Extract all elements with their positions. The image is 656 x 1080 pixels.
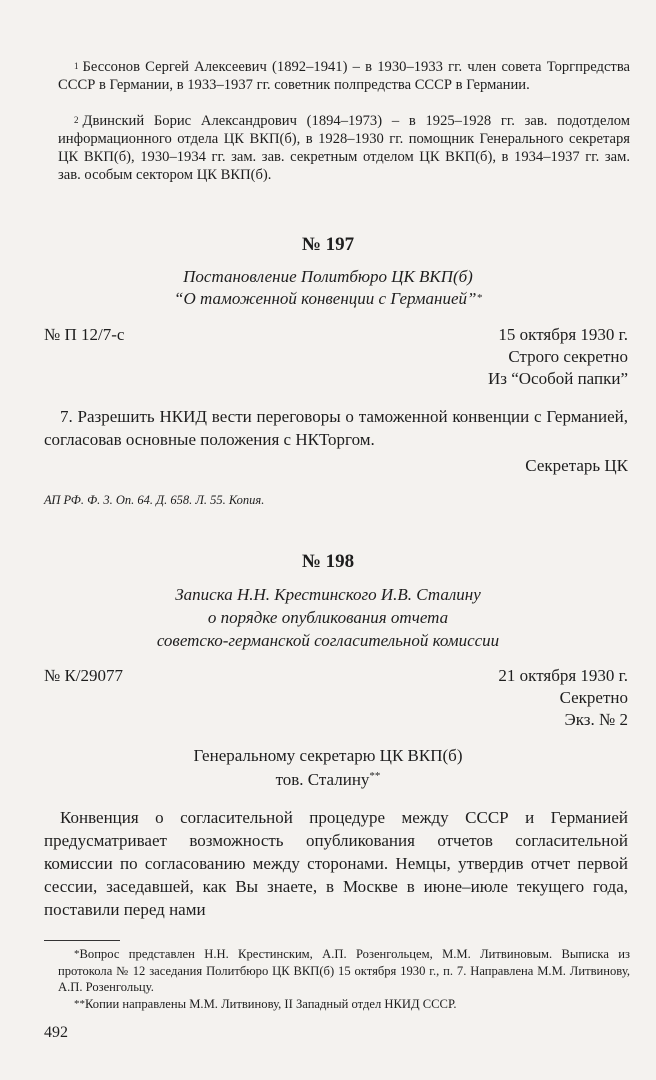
- doc-197-number: № 197: [301, 234, 355, 255]
- footnote-text: Копии направлены М.М. Литвинову, II Западный отдел НКИД СССР.: [85, 997, 457, 1011]
- footnote-double-star: [58, 996, 630, 1013]
- footnote-ref: **: [369, 770, 381, 782]
- doc-198-text: Конвенция о согласительной процедуре между СССР и Германией предусматривает возможность опубликования отчетов согласительной комиссии по согласованию между сторонами. Немцы, утвердив отчет первой сессии, заседавшей, как Вы знаете, в Москве в июне–июле текущего года, поставили перед нами: [44, 808, 628, 919]
- footnote-mark: **: [74, 998, 85, 1010]
- doc-197-title-text: “О таможенной конвенции с Германией”: [174, 289, 477, 308]
- footnote-2: [58, 112, 630, 184]
- footnote-1: [58, 58, 630, 94]
- doc-198-reg-number: № К/29077: [44, 666, 124, 685]
- doc-197-source: АП РФ. Ф. 3. Оп. 64. Д. 658. Л. 55. Копия.: [44, 493, 265, 507]
- doc-198-addressee-text: тов. Сталину: [275, 770, 370, 789]
- doc-198-secrecy: Секретно: [559, 688, 628, 707]
- doc-198-date: 21 октября 1930 г.: [498, 666, 628, 685]
- doc-198-number: № 198: [301, 551, 355, 572]
- footnote-divider: [44, 940, 120, 941]
- doc-198-copy: Экз. № 2: [564, 710, 628, 729]
- doc-198-addressee-line2: [0, 770, 656, 790]
- footnote-mark: *: [74, 948, 80, 960]
- footnote-text: Двинский Борис Александрович (1894–1973) – в 1925–1928 гг. зав. подотделом информационного отдела ЦК ВКП(б), в 1928–1930 гг. помощник Генерального секретаря ЦК ВКП(б), 1930–1934 гг. зам. зав. секретным отделом ЦК ВКП(б), в 1934–1937 гг. зам. зав. особым сектором ЦК ВКП(б).: [58, 113, 630, 183]
- footnote-text: Вопрос представлен Н.Н. Крестинским, А.П. Розенгольцем, М.М. Литвиновым. Выписка из протокола № 12 заседания Политбюро ЦК ВКП(б) 15 октября 1930 г., п. 7. Направлена М.М. Литвинову, А.П. Розенгольцу.: [58, 947, 630, 995]
- doc-198-title-line1: Записка Н.Н. Крестинского И.В. Сталину: [175, 585, 481, 604]
- page-number: 492: [44, 1024, 68, 1041]
- footnote-star: [58, 946, 630, 996]
- doc-197-text: 7. Разрешить НКИД вести переговоры о таможенной конвенции с Германией, согласовав основные положения с НКТоргом.: [44, 407, 628, 449]
- doc-198-title-line3: советско-германской согласительной комиссии: [156, 631, 500, 650]
- doc-197-date: 15 октября 1930 г.: [498, 325, 628, 344]
- doc-197-secrecy: Строго секретно: [508, 347, 628, 366]
- footnote-mark: 1: [74, 61, 79, 71]
- doc-197-folder: Из “Особой папки”: [487, 369, 628, 388]
- doc-197-signature: Секретарь ЦК: [525, 456, 628, 475]
- doc-197-reg-number: № П 12/7-с: [44, 325, 125, 344]
- doc-198-addressee-line1: Генеральному секретарю ЦК ВКП(б): [193, 746, 463, 765]
- footnote-text: Бессонов Сергей Алексеевич (1892–1941) – в 1930–1933 гг. член совета Торгпредства СССР в Германии, в 1933–1937 гг. советник полпредства СССР в Германии.: [58, 59, 630, 93]
- footnote-mark: 2: [74, 115, 79, 125]
- doc-197-title-line2: [0, 288, 656, 309]
- doc-198-title-line2: о порядке опубликования отчета: [207, 608, 449, 627]
- footnote-ref: *: [476, 292, 482, 304]
- doc-197-title-line1: Постановление Политбюро ЦК ВКП(б): [183, 267, 473, 286]
